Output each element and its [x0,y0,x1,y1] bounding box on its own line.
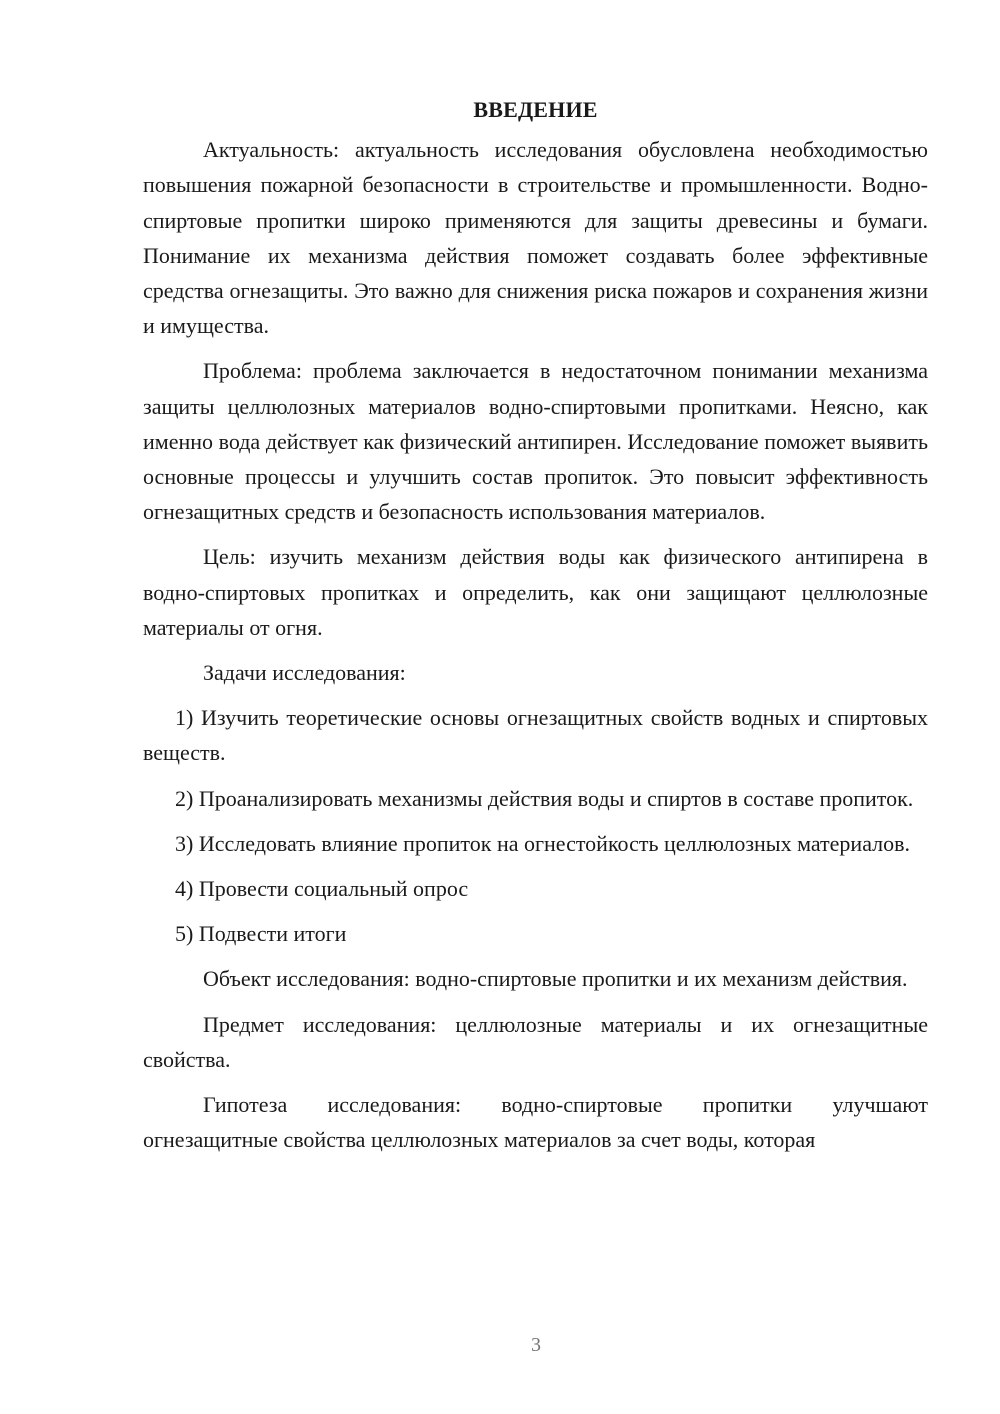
tasks-heading: Задачи исследования: [203,660,406,686]
task-item: 2) Проанализировать механизмы действия воды и спиртов в составе пропиток. [175,785,914,811]
paragraph-problem: Проблема: проблема заключается в недостаточном понимании механизма защиты целлюлозных материалов водно-спиртовыми пропитками. Неясно, как именно вода действует как физический антипирен. Исследование поможет выявить основные процессы и улучшить состав пропиток. Это повысит эффективность огнезащитных средств и безопасность использования материалов. [143,358,928,525]
section-title: ВВЕДЕНИЕ [473,97,598,122]
paragraph-hypothesis: Гипотеза исследования: водно-спиртовые пропитки улучшают огнезащитные свойства целлюлозных материалов за счет воды, которая [143,1092,928,1153]
task-item: 5) Подвести итоги [175,921,347,947]
paragraph-goal: Цель: изучить механизм действия воды как физического антипирена в водно-спиртовых пропитках и определить, как они защищают целлюлозные материалы от огня. [143,544,928,640]
task-item: 4) Провести социальный опрос [175,876,469,902]
paragraph-subject: Предмет исследования: целлюлозные материалы и их огнезащитные свойства. [143,1011,928,1072]
document-page [143,92,928,1157]
page-number: 3 [531,1334,541,1356]
paragraph-object: Объект исследования: водно-спиртовые пропитки и их механизм действия. [203,966,908,992]
task-item: 1) Изучить теоретические основы огнезащитных свойств водных и спиртовых веществ. [143,705,928,766]
task-item: 3) Исследовать влияние пропиток на огнестойкость целлюлозных материалов. [175,830,911,856]
paragraph-actuality: Актуальность: актуальность исследования обусловлена необходимостью повышения пожарной безопасности в строительстве и промышленности. Водно-спиртовые пропитки широко применяются для защиты древесины и бумаги. Понимание их механизма действия поможет создавать более эффективные средства огнезащиты. Это важно для снижения риска пожаров и сохранения жизни и имущества. [143,137,928,339]
